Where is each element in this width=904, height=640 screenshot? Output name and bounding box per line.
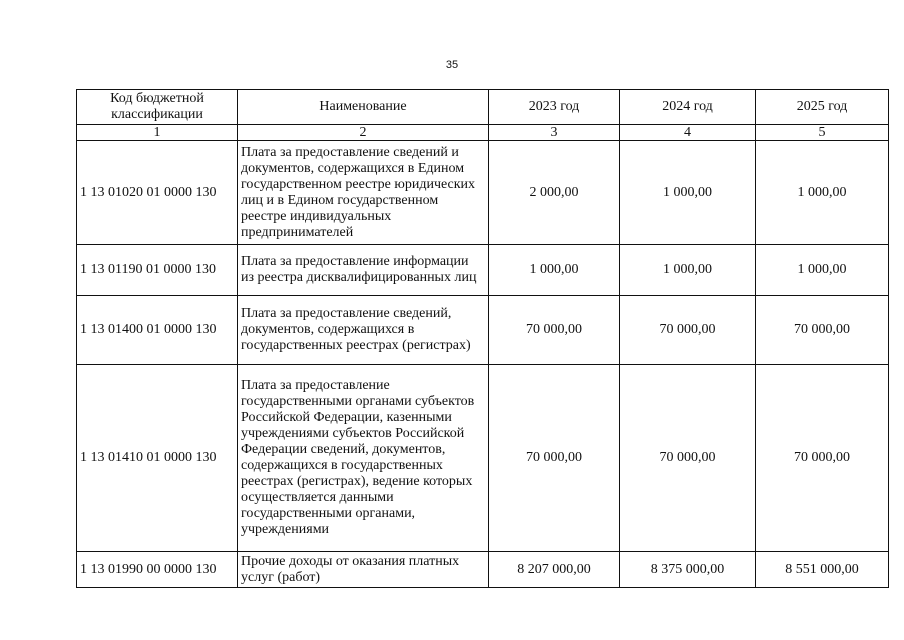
amount-2025: 70 000,00 bbox=[756, 365, 889, 552]
table-row bbox=[77, 141, 889, 245]
amount-2023: 8 207 000,00 bbox=[489, 552, 620, 588]
item-name: Прочие доходы от оказания платных услуг (работ) bbox=[238, 552, 489, 588]
budget-code: 1 13 01400 01 0000 130 bbox=[77, 296, 238, 365]
column-number: 4 bbox=[620, 125, 756, 141]
amount-2024: 70 000,00 bbox=[620, 365, 756, 552]
item-name: Плата за предоставление информации из реестра дисквалифицированных лиц bbox=[238, 245, 489, 296]
amount-2024: 1 000,00 bbox=[620, 141, 756, 245]
column-number: 1 bbox=[77, 125, 238, 141]
column-number: 5 bbox=[756, 125, 889, 141]
header-2023: 2023 год bbox=[489, 90, 620, 125]
header-code: Код бюджетной классификации bbox=[77, 90, 238, 125]
amount-2024: 70 000,00 bbox=[620, 296, 756, 365]
budget-code: 1 13 01410 01 0000 130 bbox=[77, 365, 238, 552]
item-name: Плата за предоставление сведений, документов, содержащихся в государственных реестрах (регистрах) bbox=[238, 296, 489, 365]
amount-2025: 8 551 000,00 bbox=[756, 552, 889, 588]
header-2024: 2024 год bbox=[620, 90, 756, 125]
amount-2023: 2 000,00 bbox=[489, 141, 620, 245]
amount-2024: 1 000,00 bbox=[620, 245, 756, 296]
budget-code: 1 13 01020 01 0000 130 bbox=[77, 141, 238, 245]
amount-2025: 1 000,00 bbox=[756, 141, 889, 245]
amount-2025: 1 000,00 bbox=[756, 245, 889, 296]
table-row bbox=[77, 365, 889, 552]
amount-2023: 70 000,00 bbox=[489, 365, 620, 552]
item-name: Плата за предоставление сведений и документов, содержащихся в Едином государственном реестре юридических лиц и в Едином государственном реестре индивидуальных предпринимателей bbox=[238, 141, 489, 245]
table-row bbox=[77, 245, 889, 296]
header-name: Наименование bbox=[238, 90, 489, 125]
page-number: 35 bbox=[445, 59, 459, 71]
budget-table bbox=[76, 89, 889, 588]
amount-2025: 70 000,00 bbox=[756, 296, 889, 365]
amount-2023: 70 000,00 bbox=[489, 296, 620, 365]
column-number: 2 bbox=[238, 125, 489, 141]
item-name: Плата за предоставление государственными органами субъектов Российской Федерации, казенными учреждениями субъектов Российской Федерации сведений, документов, содержащихся в государственных реестрах (регистрах), ведение которых осуществляется данными государственными органами, учреждениями bbox=[238, 365, 489, 552]
column-number-row bbox=[77, 125, 889, 141]
header-row bbox=[77, 90, 889, 125]
budget-code: 1 13 01990 00 0000 130 bbox=[77, 552, 238, 588]
amount-2024: 8 375 000,00 bbox=[620, 552, 756, 588]
budget-code: 1 13 01190 01 0000 130 bbox=[77, 245, 238, 296]
amount-2023: 1 000,00 bbox=[489, 245, 620, 296]
table-row bbox=[77, 552, 889, 588]
header-2025: 2025 год bbox=[756, 90, 889, 125]
column-number: 3 bbox=[489, 125, 620, 141]
table-row bbox=[77, 296, 889, 365]
